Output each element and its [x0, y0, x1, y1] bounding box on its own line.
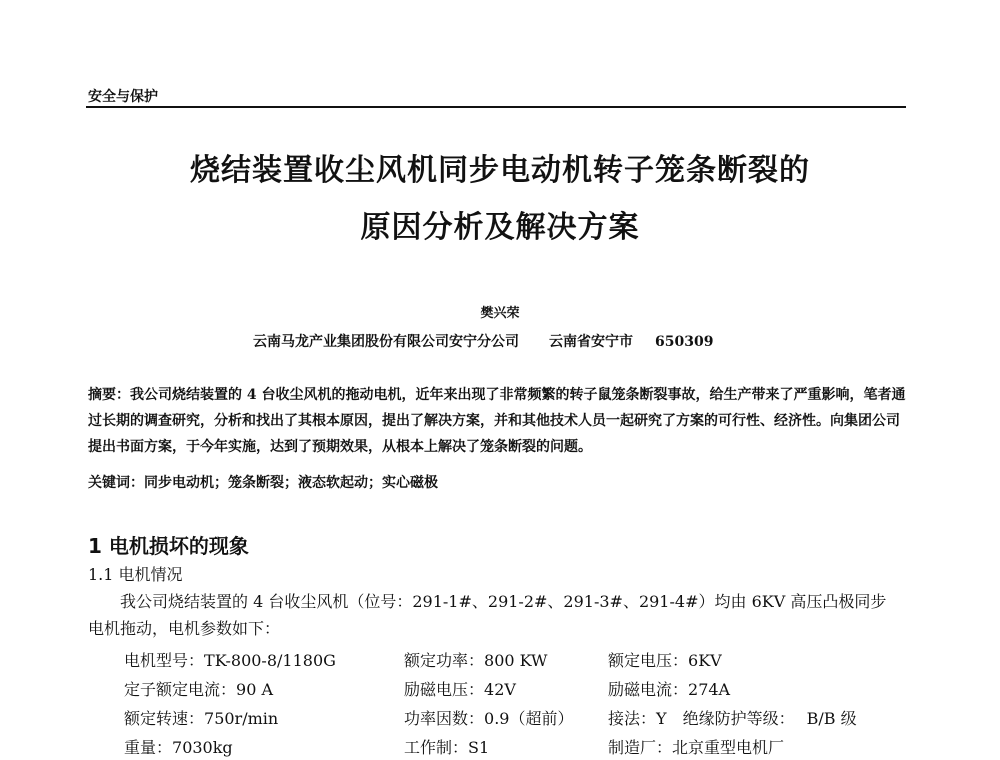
param-rated-power: 额定功率：800 KW — [404, 651, 548, 670]
affiliation-postcode: 650309 — [655, 334, 714, 350]
param-connection: 接法： — [608, 709, 657, 728]
param-rated-voltage: 额定电压：6KV — [608, 651, 722, 670]
keywords-label: 关键词： — [88, 475, 144, 491]
affiliation-location: 云南省安宁市 — [549, 334, 633, 350]
keywords — [88, 470, 908, 496]
paper-title-line-1: 烧结装置收尘风机同步电动机转子笼条断裂的 — [190, 153, 810, 188]
param-stator-current: 定子额定电流：90 A — [124, 680, 274, 699]
abstract-text: 我公司烧结装置的 4 台收尘风机的拖动电机，近年来出现了非常频繁的转子鼠笼条断裂事故，给生产带来了严重影响，笔者通过长期的调查研究，分析和找出了其根本原因，提出了解决方案，并和其他技术人员一起研究了方案的可行性、经济性。向集团公司提出书面方案，于今年实施，达到了预期效果，从根本上解决了笼条断裂的问题。 — [88, 387, 906, 455]
param-weight: 重量：7030kg — [124, 738, 233, 757]
paper-title-line-2: 原因分析及解决方案 — [360, 210, 640, 245]
param-connection-insulation: 接法：Y 绝缘防护等级： B/B 级 — [608, 709, 857, 728]
body-paragraph: 我公司烧结装置的 4 台收尘风机（位号：291-1#、291-2#、291-3#、291-4#）均由 6KV 高压凸极同步电机拖动，电机参数如下： — [88, 592, 887, 638]
author-name: 樊兴荣 — [480, 306, 520, 321]
param-manufacturer: 制造厂：北京重型电机厂 — [608, 738, 785, 757]
affiliation — [253, 331, 713, 351]
param-rated-speed: 额定转速：750r/min — [124, 709, 279, 728]
param-power-factor: 功率因数：0.9（超前） — [404, 709, 574, 728]
subsection-heading: 1.1 电机情况 — [88, 565, 183, 584]
param-excitation-voltage: 励磁电压：42V — [404, 680, 516, 699]
keywords-text: 同步电动机；笼条断裂；液态软起动；实心磁极 — [144, 475, 438, 491]
affiliation-org: 云南马龙产业集团股份有限公司安宁分公司 — [253, 334, 519, 350]
param-insulation: 绝缘防护等级： — [682, 709, 795, 728]
header-rule — [86, 106, 906, 108]
abstract — [88, 382, 908, 460]
abstract-label: 摘要： — [88, 387, 130, 403]
param-excitation-current: 励磁电流：274A — [608, 680, 731, 699]
param-model: 电机型号：TK-800-8/1180G — [124, 651, 336, 670]
section-heading: 1 电机损坏的现象 — [88, 534, 249, 558]
running-header: 安全与保护 — [88, 89, 158, 105]
param-duty: 工作制：S1 — [404, 738, 490, 757]
